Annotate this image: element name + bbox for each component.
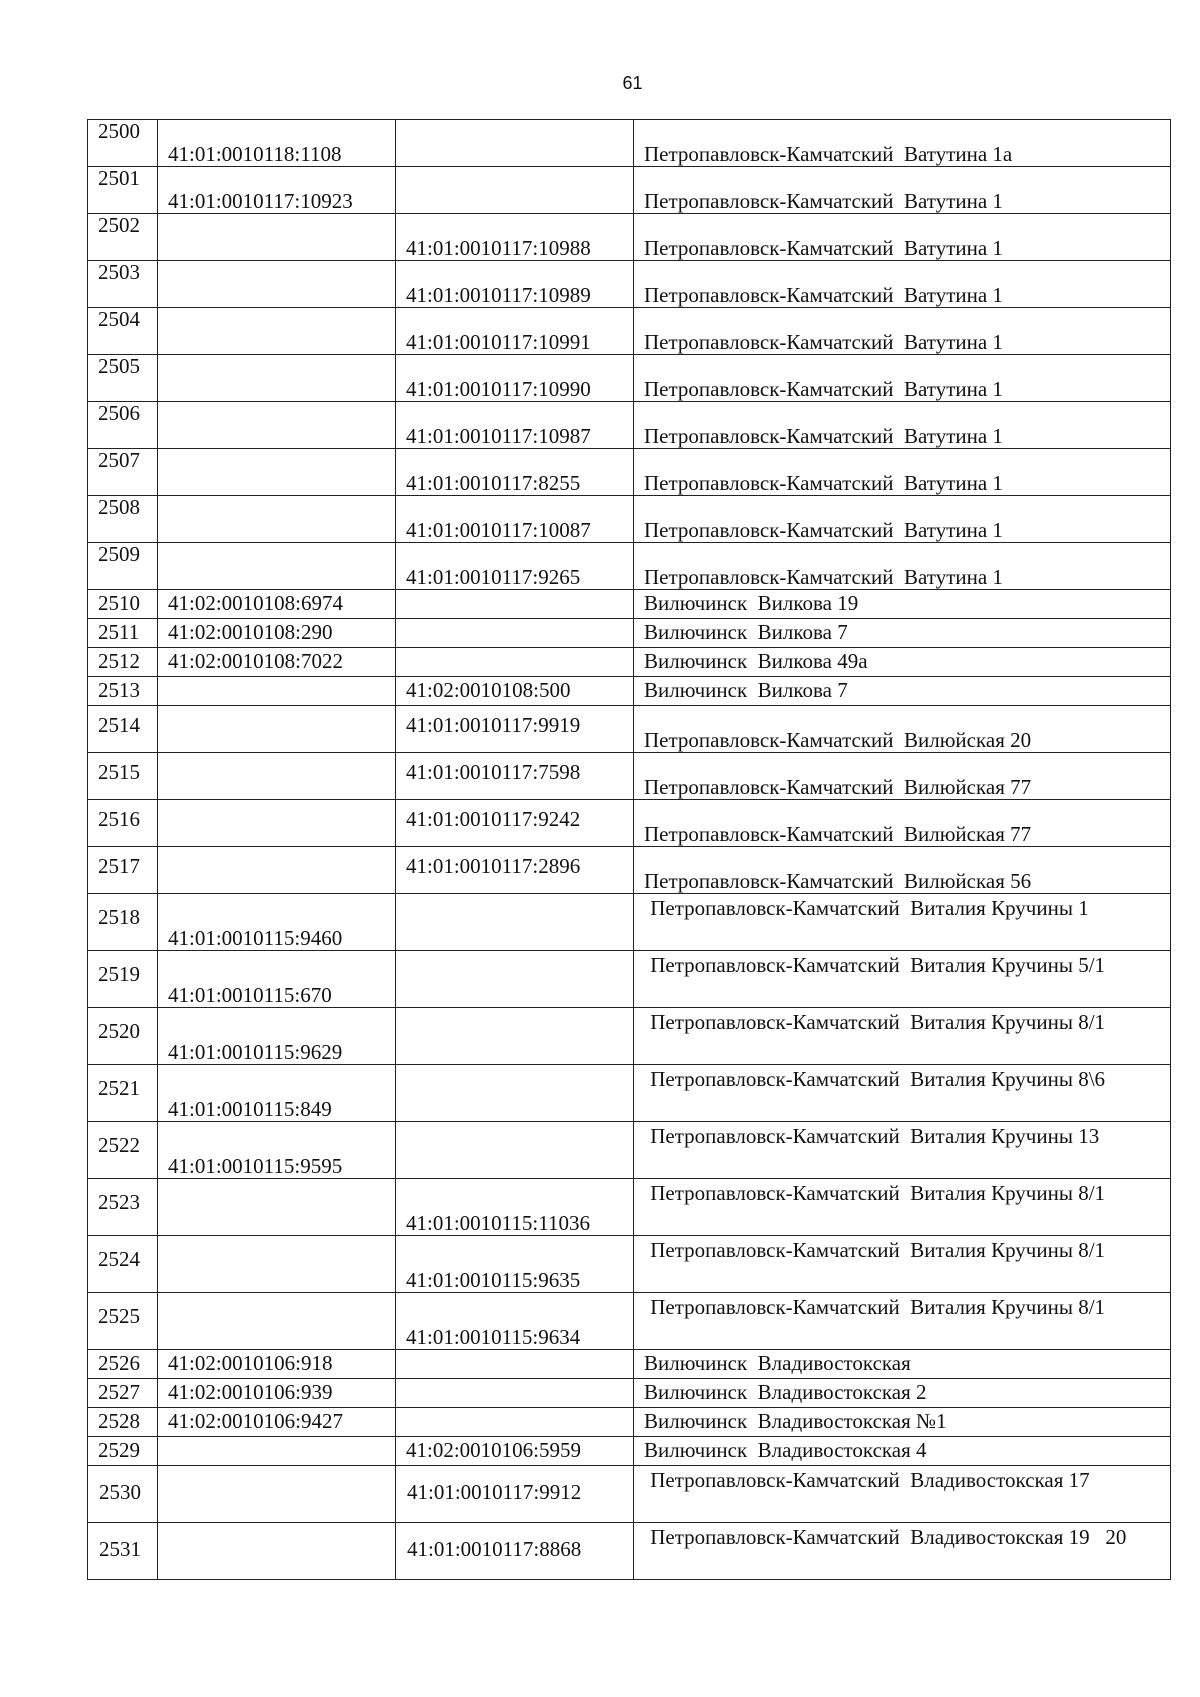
row-number-cell: 2504 xyxy=(88,308,158,355)
row-number-cell: 2518 xyxy=(88,894,158,951)
row-number-cell: 2520 xyxy=(88,1008,158,1065)
address-cell: Петропавловск-Камчатский Вилюйская 56 xyxy=(634,847,1171,894)
cadastral-number-a-cell xyxy=(158,1466,396,1523)
row-number-cell: 2519 xyxy=(88,951,158,1008)
cadastral-number-b-cell: 41:01:0010117:9912 xyxy=(396,1466,634,1523)
cadastral-number-b-cell: 41:01:0010117:8255 xyxy=(396,449,634,496)
cadastral-number-a-cell: 41:01:0010117:10923 xyxy=(158,167,396,214)
cadastral-number-a-cell: 41:01:0010115:670 xyxy=(158,951,396,1008)
cadastral-number-a-cell xyxy=(158,800,396,847)
row-number-cell: 2521 xyxy=(88,1065,158,1122)
cadastral-number-b-cell: 41:01:0010117:10987 xyxy=(396,402,634,449)
address-cell: Петропавловск-Камчатский Ватутина 1 xyxy=(634,496,1171,543)
table-row xyxy=(88,308,1171,355)
address-cell: Петропавловск-Камчатский Ватутина 1 xyxy=(634,449,1171,496)
table-row xyxy=(88,543,1171,590)
table-row xyxy=(88,1379,1171,1408)
row-number-cell: 2501 xyxy=(88,167,158,214)
address-cell: Петропавловск-Камчатский Ватутина 1 xyxy=(634,167,1171,214)
table-row xyxy=(88,1437,1171,1466)
table-row xyxy=(88,648,1171,677)
cadastral-number-b-cell xyxy=(396,120,634,167)
address-cell: Вилючинск Владивостокская xyxy=(634,1350,1171,1379)
table-row xyxy=(88,1350,1171,1379)
table-row xyxy=(88,894,1171,951)
cadastral-number-b-cell xyxy=(396,619,634,648)
cadastral-number-b-cell: 41:01:0010117:9242 xyxy=(396,800,634,847)
cadastral-number-b-cell xyxy=(396,648,634,677)
table-row xyxy=(88,1523,1171,1580)
cadastral-number-b-cell xyxy=(396,167,634,214)
table-row xyxy=(88,214,1171,261)
address-cell: Вилючинск Вилкова 7 xyxy=(634,677,1171,706)
cadastral-number-a-cell xyxy=(158,1523,396,1580)
row-number-cell: 2517 xyxy=(88,847,158,894)
address-cell: Вилючинск Владивостокская 4 xyxy=(634,1437,1171,1466)
cadastral-number-a-cell: 41:01:0010115:849 xyxy=(158,1065,396,1122)
cadastral-number-a-cell xyxy=(158,847,396,894)
cadastral-number-a-cell: 41:01:0010115:9629 xyxy=(158,1008,396,1065)
address-cell: Петропавловск-Камчатский Виталия Кручины 13 xyxy=(634,1122,1171,1179)
address-cell: Петропавловск-Камчатский Виталия Кручины 8/1 xyxy=(634,1293,1171,1350)
row-number-cell: 2507 xyxy=(88,449,158,496)
table-row xyxy=(88,1122,1171,1179)
cadastral-number-b-cell: 41:01:0010115:9634 xyxy=(396,1293,634,1350)
table-row xyxy=(88,1466,1171,1523)
cadastral-number-b-cell: 41:02:0010108:500 xyxy=(396,677,634,706)
cadastral-number-a-cell xyxy=(158,1179,396,1236)
row-number-cell: 2511 xyxy=(88,619,158,648)
cadastral-number-b-cell xyxy=(396,1379,634,1408)
cadastral-number-b-cell: 41:01:0010117:10989 xyxy=(396,261,634,308)
cadastral-number-a-cell xyxy=(158,677,396,706)
cadastral-number-a-cell xyxy=(158,1293,396,1350)
address-cell: Петропавловск-Камчатский Вилюйская 77 xyxy=(634,753,1171,800)
cadastral-number-a-cell xyxy=(158,261,396,308)
registry-table-body xyxy=(88,120,1171,1580)
cadastral-number-b-cell: 41:01:0010117:9265 xyxy=(396,543,634,590)
table-row xyxy=(88,1179,1171,1236)
table-row xyxy=(88,619,1171,648)
cadastral-number-a-cell: 41:02:0010106:918 xyxy=(158,1350,396,1379)
row-number-cell: 2513 xyxy=(88,677,158,706)
address-cell: Петропавловск-Камчатский Виталия Кручины 8/1 xyxy=(634,1179,1171,1236)
row-number-cell: 2526 xyxy=(88,1350,158,1379)
cadastral-number-a-cell xyxy=(158,402,396,449)
cadastral-number-a-cell: 41:01:0010118:1108 xyxy=(158,120,396,167)
address-cell: Петропавловск-Камчатский Виталия Кручины 5/1 xyxy=(634,951,1171,1008)
cadastral-number-b-cell: 41:01:0010117:10087 xyxy=(396,496,634,543)
cadastral-number-a-cell: 41:02:0010108:290 xyxy=(158,619,396,648)
row-number-cell: 2512 xyxy=(88,648,158,677)
address-cell: Петропавловск-Камчатский Ватутина 1 xyxy=(634,543,1171,590)
cadastral-number-b-cell: 41:01:0010117:10988 xyxy=(396,214,634,261)
table-row xyxy=(88,167,1171,214)
cadastral-number-a-cell xyxy=(158,355,396,402)
table-row xyxy=(88,753,1171,800)
cadastral-number-b-cell: 41:01:0010117:2896 xyxy=(396,847,634,894)
table-row xyxy=(88,951,1171,1008)
table-row xyxy=(88,355,1171,402)
cadastral-number-a-cell: 41:01:0010115:9595 xyxy=(158,1122,396,1179)
table-row xyxy=(88,1408,1171,1437)
row-number-cell: 2503 xyxy=(88,261,158,308)
table-row xyxy=(88,261,1171,308)
row-number-cell: 2508 xyxy=(88,496,158,543)
cadastral-number-a-cell: 41:02:0010108:6974 xyxy=(158,590,396,619)
table-row xyxy=(88,800,1171,847)
cadastral-number-b-cell xyxy=(396,951,634,1008)
cadastral-number-b-cell xyxy=(396,1122,634,1179)
row-number-cell: 2525 xyxy=(88,1293,158,1350)
row-number-cell: 2510 xyxy=(88,590,158,619)
row-number-cell: 2509 xyxy=(88,543,158,590)
address-cell: Петропавловск-Камчатский Ватутина 1 xyxy=(634,402,1171,449)
table-row xyxy=(88,402,1171,449)
row-number-cell: 2506 xyxy=(88,402,158,449)
address-cell: Петропавловск-Камчатский Владивостокская 17 xyxy=(634,1466,1171,1523)
address-cell: Петропавловск-Камчатский Виталия Кручины 8/1 xyxy=(634,1236,1171,1293)
row-number-cell: 2522 xyxy=(88,1122,158,1179)
address-cell: Петропавловск-Камчатский Владивостокская 19 20 xyxy=(634,1523,1171,1580)
cadastral-number-a-cell: 41:01:0010115:9460 xyxy=(158,894,396,951)
cadastral-number-b-cell xyxy=(396,894,634,951)
address-cell: Петропавловск-Камчатский Вилюйская 20 xyxy=(634,706,1171,753)
table-row xyxy=(88,677,1171,706)
table-row xyxy=(88,1065,1171,1122)
cadastral-number-a-cell xyxy=(158,449,396,496)
row-number-cell: 2515 xyxy=(88,753,158,800)
page-number: 61 xyxy=(622,73,643,93)
cadastral-number-b-cell: 41:02:0010106:5959 xyxy=(396,1437,634,1466)
row-number-cell: 2524 xyxy=(88,1236,158,1293)
row-number-cell: 2531 xyxy=(88,1523,158,1580)
cadastral-number-a-cell xyxy=(158,706,396,753)
address-cell: Петропавловск-Камчатский Ватутина 1а xyxy=(634,120,1171,167)
address-cell: Петропавловск-Камчатский Виталия Кручины 8/1 xyxy=(634,1008,1171,1065)
cadastral-number-a-cell xyxy=(158,308,396,355)
cadastral-number-b-cell xyxy=(396,1065,634,1122)
cadastral-number-b-cell: 41:01:0010117:10990 xyxy=(396,355,634,402)
row-number-cell: 2516 xyxy=(88,800,158,847)
address-cell: Петропавловск-Камчатский Виталия Кручины 1 xyxy=(634,894,1171,951)
row-number-cell: 2505 xyxy=(88,355,158,402)
row-number-cell: 2529 xyxy=(88,1437,158,1466)
table-row xyxy=(88,706,1171,753)
address-cell: Вилючинск Владивостокская 2 xyxy=(634,1379,1171,1408)
address-cell: Петропавловск-Камчатский Ватутина 1 xyxy=(634,261,1171,308)
address-cell: Вилючинск Вилкова 7 xyxy=(634,619,1171,648)
cadastral-number-a-cell xyxy=(158,1437,396,1466)
table-row xyxy=(88,847,1171,894)
row-number-cell: 2530 xyxy=(88,1466,158,1523)
cadastral-number-b-cell: 41:01:0010117:8868 xyxy=(396,1523,634,1580)
address-cell: Вилючинск Владивостокская №1 xyxy=(634,1408,1171,1437)
address-cell: Петропавловск-Камчатский Ватутина 1 xyxy=(634,355,1171,402)
table-row xyxy=(88,590,1171,619)
address-cell: Петропавловск-Камчатский Виталия Кручины 8\6 xyxy=(634,1065,1171,1122)
address-cell: Вилючинск Вилкова 49а xyxy=(634,648,1171,677)
table-row xyxy=(88,449,1171,496)
cadastral-number-a-cell: 41:02:0010106:939 xyxy=(158,1379,396,1408)
table-row xyxy=(88,496,1171,543)
cadastral-number-b-cell: 41:01:0010117:7598 xyxy=(396,753,634,800)
table-row xyxy=(88,1008,1171,1065)
row-number-cell: 2523 xyxy=(88,1179,158,1236)
cadastral-number-b-cell: 41:01:0010117:10991 xyxy=(396,308,634,355)
address-cell: Петропавловск-Камчатский Вилюйская 77 xyxy=(634,800,1171,847)
row-number-cell: 2528 xyxy=(88,1408,158,1437)
cadastral-number-b-cell xyxy=(396,1008,634,1065)
cadastral-number-b-cell xyxy=(396,1408,634,1437)
table-row xyxy=(88,1236,1171,1293)
cadastral-number-a-cell xyxy=(158,214,396,261)
row-number-cell: 2502 xyxy=(88,214,158,261)
table-row xyxy=(88,1293,1171,1350)
row-number-cell: 2527 xyxy=(88,1379,158,1408)
cadastral-number-b-cell xyxy=(396,1350,634,1379)
cadastral-number-a-cell xyxy=(158,753,396,800)
cadastral-number-b-cell xyxy=(396,590,634,619)
cadastral-number-b-cell: 41:01:0010115:9635 xyxy=(396,1236,634,1293)
cadastral-number-b-cell: 41:01:0010115:11036 xyxy=(396,1179,634,1236)
registry-table xyxy=(87,119,1171,1580)
address-cell: Вилючинск Вилкова 19 xyxy=(634,590,1171,619)
row-number-cell: 2514 xyxy=(88,706,158,753)
cadastral-number-b-cell: 41:01:0010117:9919 xyxy=(396,706,634,753)
cadastral-number-a-cell: 41:02:0010108:7022 xyxy=(158,648,396,677)
cadastral-number-a-cell xyxy=(158,543,396,590)
row-number-cell: 2500 xyxy=(88,120,158,167)
cadastral-number-a-cell xyxy=(158,496,396,543)
cadastral-number-a-cell: 41:02:0010106:9427 xyxy=(158,1408,396,1437)
cadastral-number-a-cell xyxy=(158,1236,396,1293)
table-row xyxy=(88,120,1171,167)
address-cell: Петропавловск-Камчатский Ватутина 1 xyxy=(634,308,1171,355)
address-cell: Петропавловск-Камчатский Ватутина 1 xyxy=(634,214,1171,261)
